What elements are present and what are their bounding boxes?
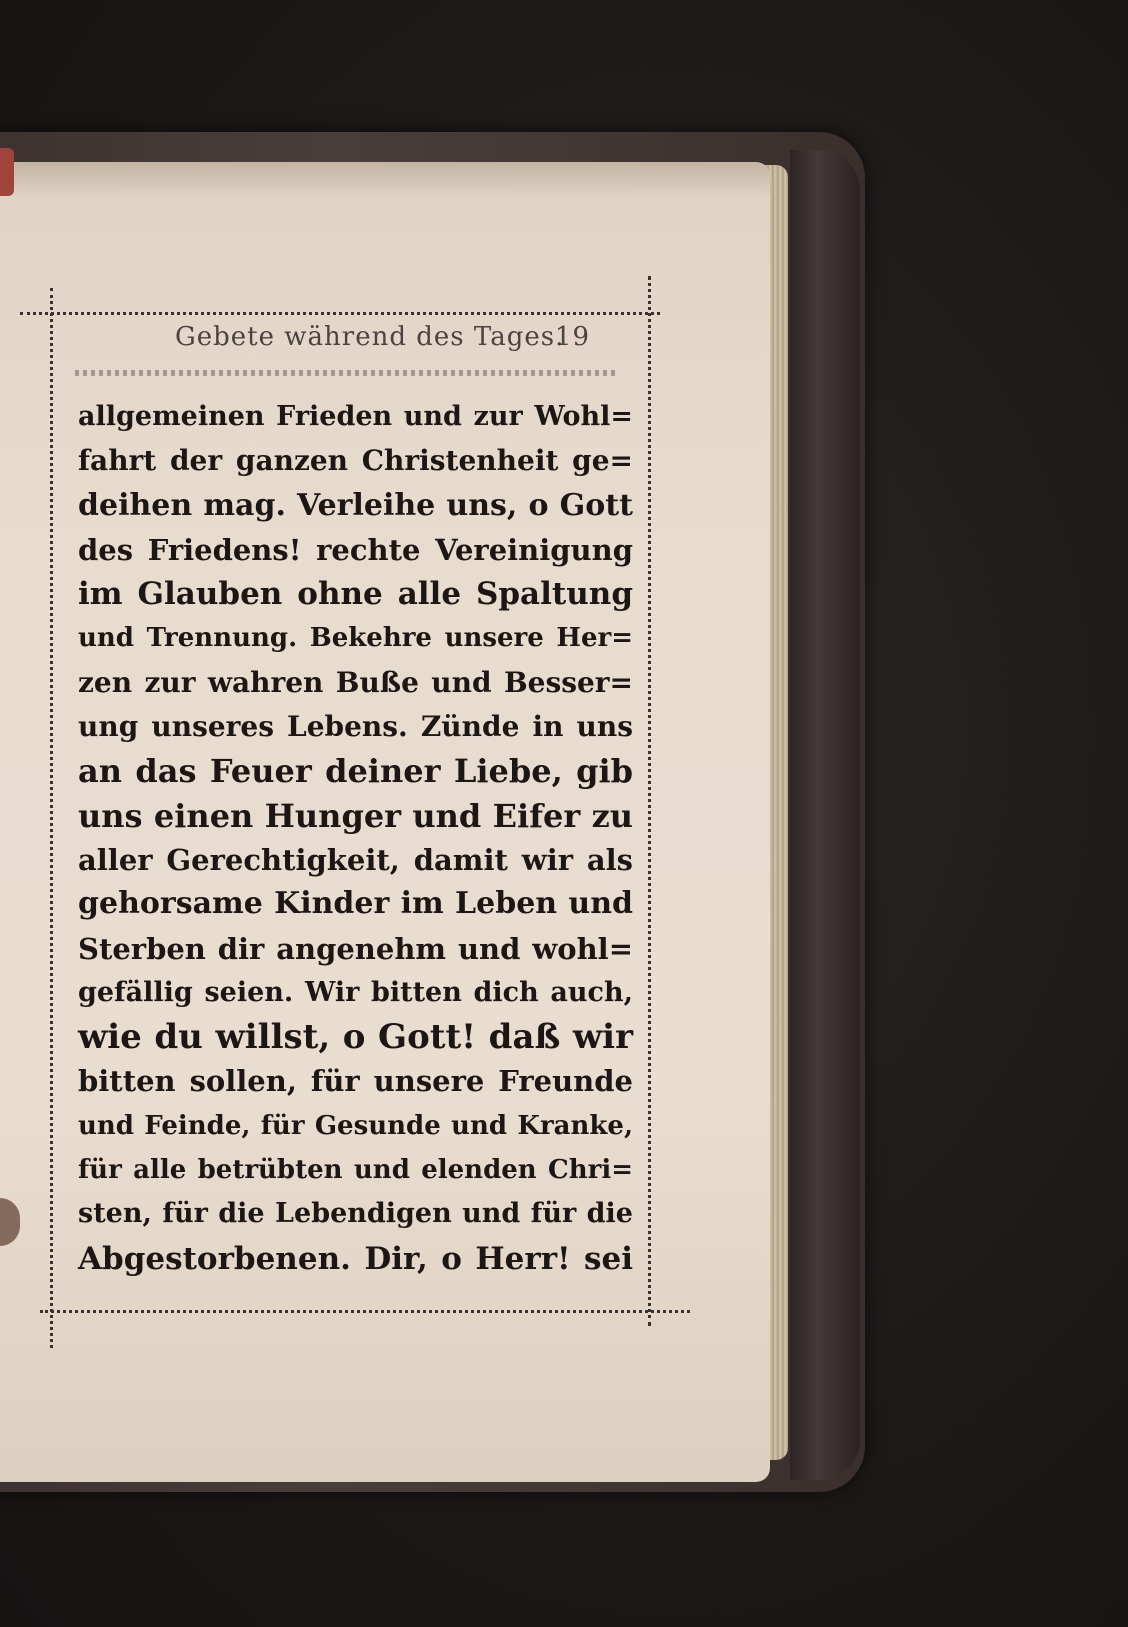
ribbon-edge [0, 148, 14, 196]
text-line: wie du willst, o Gott! daß wir [78, 1017, 633, 1058]
text-line: ung unseres Lebens. Zünde in uns [78, 710, 633, 744]
text-line: des Friedens! rechte Vereinigung [78, 532, 633, 567]
frame-border-top [20, 312, 660, 315]
text-line: allgemeinen Frieden und zur Wohl= [78, 401, 633, 432]
text-line: Abgestorbenen. Dir, o Herr! sei [78, 1240, 633, 1277]
text-line: bitten sollen, für unsere Freunde [78, 1064, 633, 1099]
text-line: und Trennung. Bekehre unsere Her= [78, 623, 633, 654]
text-line: fahrt der ganzen Christenheit ge= [78, 444, 633, 478]
prayer-text [78, 395, 633, 1281]
frame-border-bottom [40, 1310, 690, 1313]
text-line: deihen mag. Verleihe uns, o Gott [78, 487, 633, 523]
text-line: uns einen Hunger und Eifer zu [78, 796, 633, 835]
page-shadow [0, 162, 770, 198]
text-line: gehorsame Kinder im Leben und [78, 886, 633, 922]
text-line: im Glauben ohne alle Spaltung [78, 576, 633, 613]
text-line: aller Gerechtigkeit, damit wir als [78, 842, 633, 877]
text-line: zen zur wahren Buße und Besser= [78, 665, 633, 699]
frame-border-left [50, 288, 53, 1348]
text-line: für alle betrübten und elenden Chri= [78, 1155, 633, 1186]
running-header [150, 322, 620, 362]
page-number: 19 [554, 322, 590, 352]
frame-border-right [648, 276, 651, 1326]
cover-edge [790, 150, 860, 1480]
text-line: und Feinde, für Gesunde und Kranke, [78, 1110, 633, 1141]
text-line: sten, für die Lebendigen und für die [78, 1198, 633, 1230]
text-line: Sterben dir angenehm und wohl= [78, 931, 633, 966]
text-line: an das Feuer deiner Liebe, gib [78, 752, 633, 791]
header-rule [75, 370, 615, 376]
running-head-title: Gebete während des Tages. [175, 322, 565, 352]
text-line: gefällig seien. Wir bitten dich auch, [78, 976, 633, 1008]
